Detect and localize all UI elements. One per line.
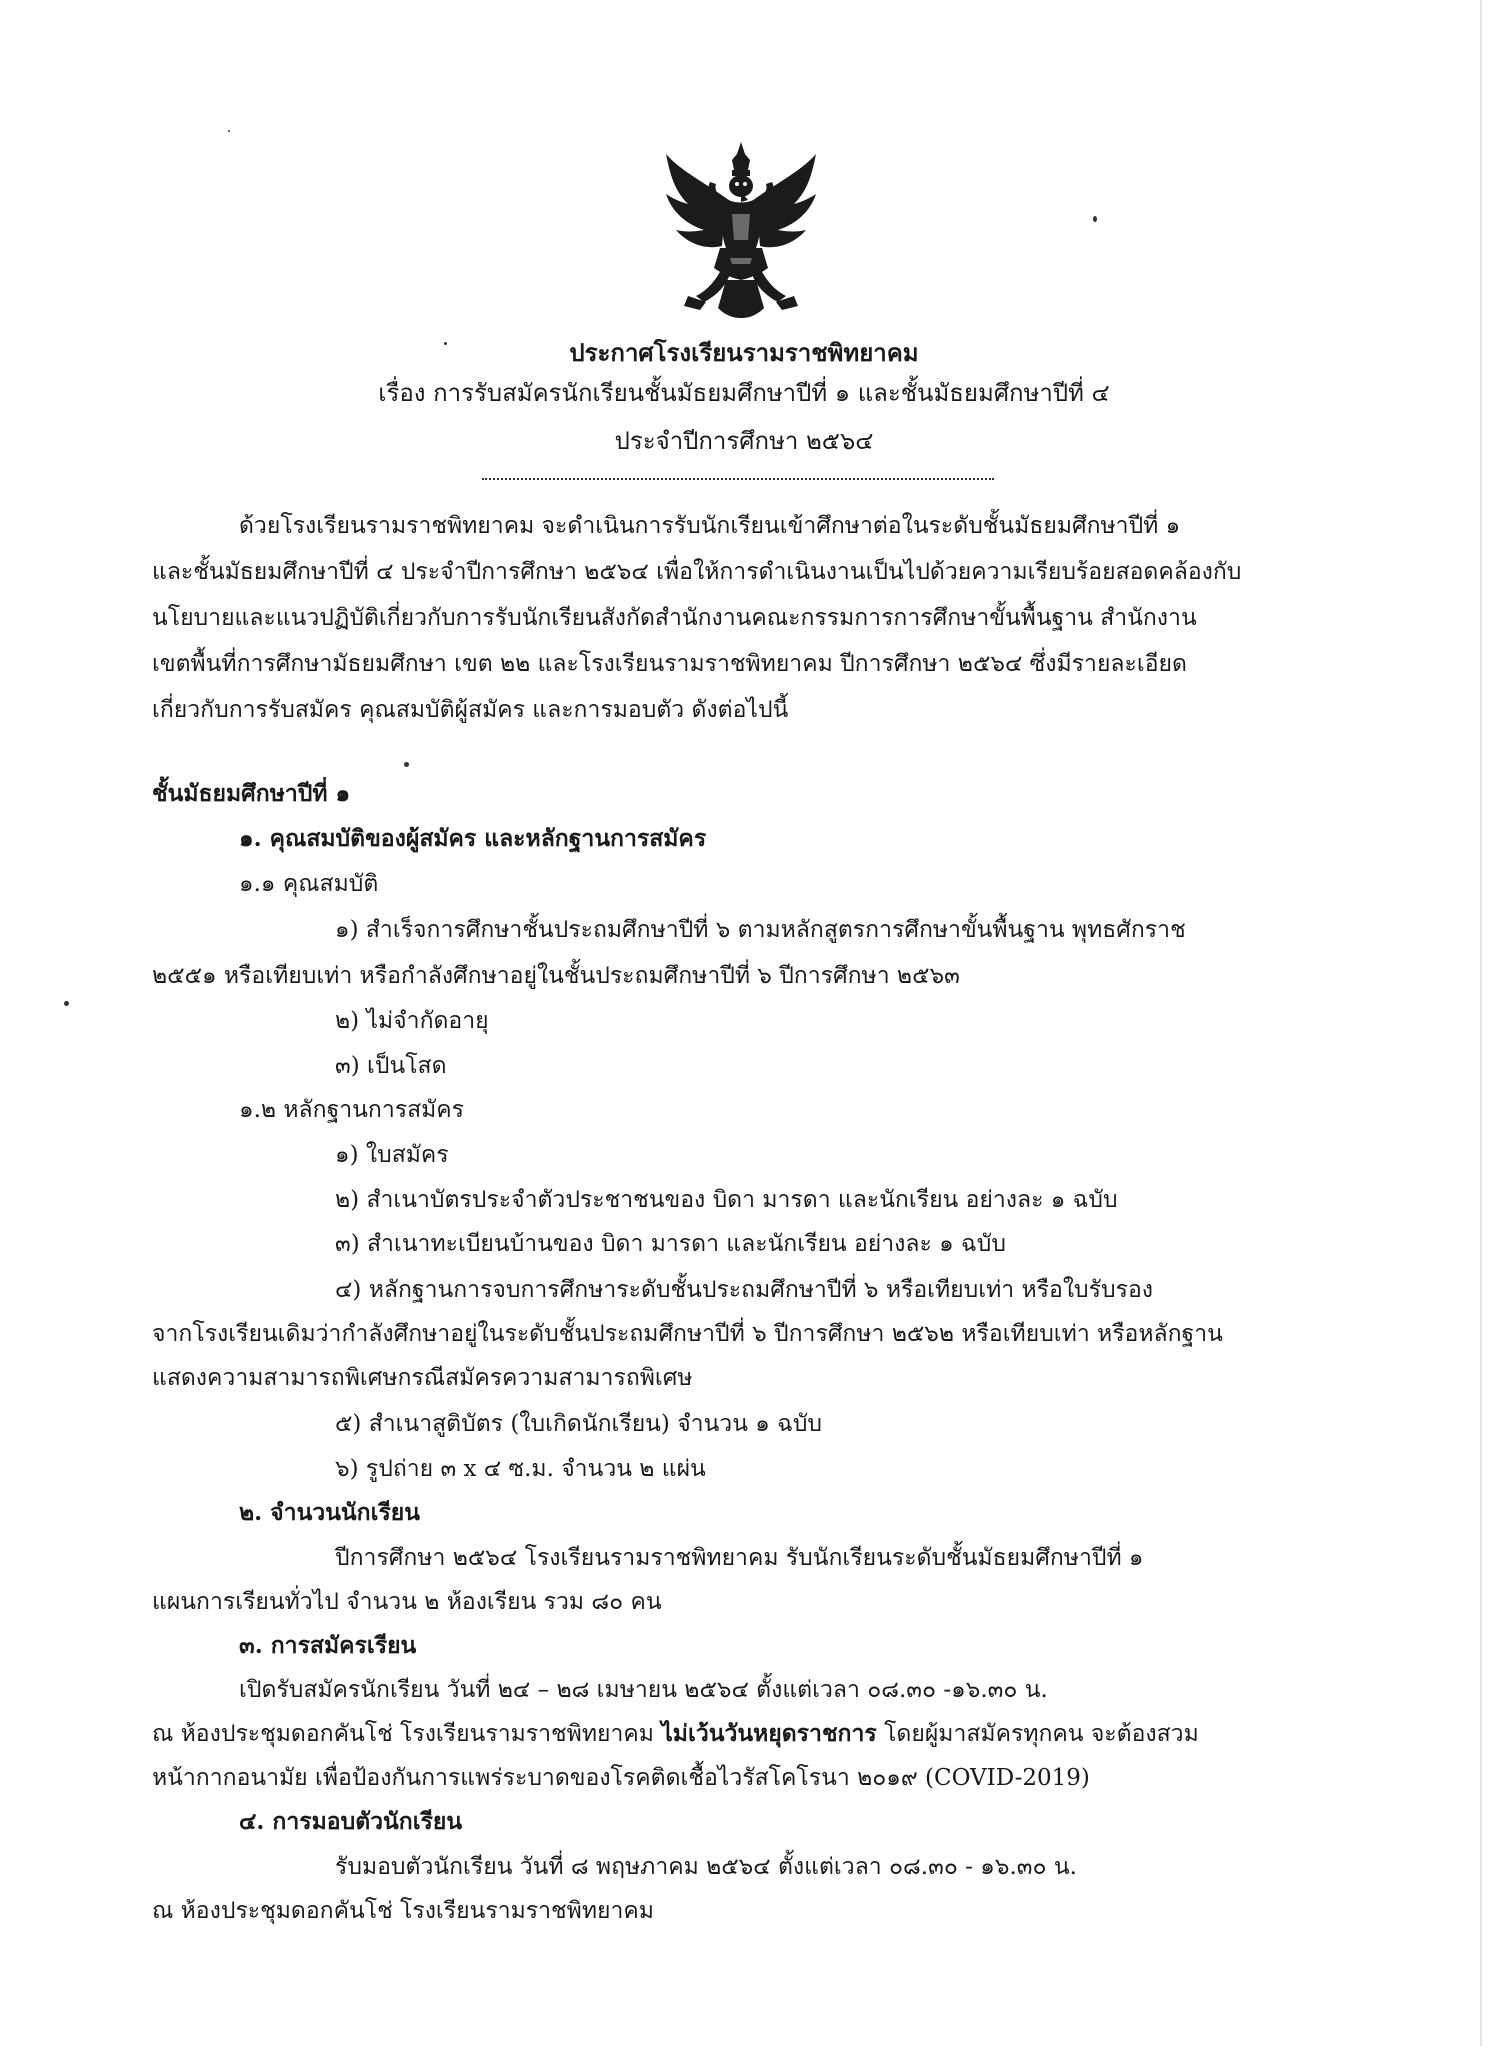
intro-line: นโยบายและแนวปฏิบัติเกี่ยวกับการรับนักเรียนสังกัดสำนักงานคณะกรรมการการศึกษาขั้นพื้นฐาน สำนักงาน	[152, 605, 1197, 631]
paragraph-line: รับมอบตัวนักเรียน วันที่ ๘ พฤษภาคม ๒๕๖๔ ตั้งแต่เวลา ๐๘.๓๐ - ๑๖.๓๐ น.	[335, 1854, 1077, 1880]
list-item: ๑) ใบสมัคร	[335, 1142, 449, 1168]
scan-speck	[1093, 216, 1097, 222]
intro-line: เกี่ยวกับการรับสมัคร คุณสมบัติผู้สมัคร และการมอบตัว ดังต่อไปนี้	[152, 697, 789, 723]
scan-speck	[404, 762, 409, 767]
subsection-heading: ๑.๒ หลักฐานการสมัคร	[239, 1097, 465, 1123]
text-run: ณ ห้องประชุมดอกคันโช่ โรงเรียนรามราชพิทยาคม	[152, 1721, 662, 1747]
list-item: ๒) สำเนาบัตรประจำตัวประชาชนของ บิดา มารดา และนักเรียน อย่างละ ๑ ฉบับ	[335, 1187, 1118, 1213]
announcement-title: ประกาศโรงเรียนรามราชพิทยาคม	[569, 338, 919, 367]
scan-speck	[228, 130, 230, 132]
section-heading: ๑. คุณสมบัติของผู้สมัคร และหลักฐานการสมัคร	[239, 825, 707, 852]
list-item: ๑) สำเร็จการศึกษาชั้นประถมศึกษาปีที่ ๖ ตามหลักสูตรการศึกษาขั้นพื้นฐาน พุทธศักราช	[335, 917, 1186, 943]
text-run: โดยผู้มาสมัครทุกคน จะต้องสวม	[876, 1721, 1199, 1747]
announcement-year: ประจำปีการศึกษา ๒๕๖๔	[614, 427, 874, 455]
section-heading: ๒. จำนวนนักเรียน	[239, 1499, 420, 1526]
announcement-subject: เรื่อง การรับสมัครนักเรียนชั้นมัธยมศึกษาปีที่ ๑ และชั้นมัธยมศึกษาปีที่ ๔	[378, 379, 1110, 407]
list-item-continuation: จากโรงเรียนเดิมว่ากำลังศึกษาอยู่ในระดับชั้นประถมศึกษาปีที่ ๖ ปีการศึกษา ๒๕๖๒ หรือเทียบเท่า หรือหลักฐาน	[152, 1321, 1223, 1347]
paragraph-line: ปีการศึกษา ๒๕๖๔ โรงเรียนรามราชพิทยาคม รับนักเรียนระดับชั้นมัธยมศึกษาปีที่ ๑	[335, 1545, 1144, 1571]
list-item-continuation: แสดงความสามารถพิเศษกรณีสมัครความสามารถพิเศษ	[152, 1365, 693, 1391]
scan-speck	[64, 1001, 69, 1006]
page-edge-shadow	[1480, 0, 1482, 2046]
grade-heading: ชั้นมัธยมศึกษาปีที่ ๑	[152, 780, 351, 807]
paragraph-line: หน้ากากอนามัย เพื่อป้องกันการแพร่ระบาดของโรคติดเชื้อไวรัสโคโรนา ๒๐๑๙ (COVID-2019)	[152, 1765, 1090, 1791]
section-heading: ๓. การสมัครเรียน	[239, 1632, 417, 1659]
list-item: ๓) สำเนาทะเบียนบ้านของ บิดา มารดา และนักเรียน อย่างละ ๑ ฉบับ	[335, 1231, 1006, 1257]
intro-line: และชั้นมัธยมศึกษาปีที่ ๔ ประจำปีการศึกษา ๒๕๖๔ เพื่อให้การดำเนินงานเป็นไปด้วยความเรียบร้อยสอดคล้องกับ	[152, 559, 1242, 585]
dotted-separator	[482, 478, 994, 480]
list-item: ๕) สำเนาสูติบัตร (ใบเกิดนักเรียน) จำนวน ๑ ฉบับ	[335, 1411, 823, 1437]
intro-line: เขตพื้นที่การศึกษามัธยมศึกษา เขต ๒๒ และโรงเรียนรามราชพิทยาคม ปีการศึกษา ๒๕๖๔ ซึ่งมีรายละเอียด	[152, 651, 1187, 677]
list-item: ๔) หลักฐานการจบการศึกษาระดับชั้นประถมศึกษาปีที่ ๖ หรือเทียบเท่า หรือใบรับรอง	[335, 1277, 1154, 1303]
intro-line: ด้วยโรงเรียนรามราชพิทยาคม จะดำเนินการรับนักเรียนเข้าศึกษาต่อในระดับชั้นมัธยมศึกษาปีที่ ๑	[239, 513, 1181, 539]
paragraph-line: เปิดรับสมัครนักเรียน วันที่ ๒๔ – ๒๘ เมษายน ๒๕๖๔ ตั้งแต่เวลา ๐๘.๓๐ -๑๖.๓๐ น.	[239, 1677, 1048, 1703]
paragraph-line	[152, 1718, 1199, 1750]
garuda-emblem-icon	[660, 140, 822, 320]
paragraph-line: ณ ห้องประชุมดอกคันโช่ โรงเรียนรามราชพิทยาคม	[152, 1898, 654, 1924]
section-heading: ๔. การมอบตัวนักเรียน	[239, 1808, 463, 1835]
paragraph-line: แผนการเรียนทั่วไป จำนวน ๒ ห้องเรียน รวม ๘๐ คน	[152, 1589, 662, 1615]
emphasis-no-holiday: ไม่เว้นวันหยุดราชการ	[661, 1720, 877, 1747]
list-item: ๒) ไม่จำกัดอายุ	[335, 1008, 489, 1034]
list-item-continuation: ๒๕๕๑ หรือเทียบเท่า หรือกำลังศึกษาอยู่ในชั้นประถมศึกษาปีที่ ๖ ปีการศึกษา ๒๕๖๓	[152, 963, 960, 989]
list-item: ๖) รูปถ่าย ๓ x ๔ ซ.ม. จำนวน ๒ แผ่น	[335, 1456, 706, 1482]
subsection-heading: ๑.๑ คุณสมบัติ	[239, 871, 379, 897]
list-item: ๓) เป็นโสด	[335, 1053, 447, 1079]
